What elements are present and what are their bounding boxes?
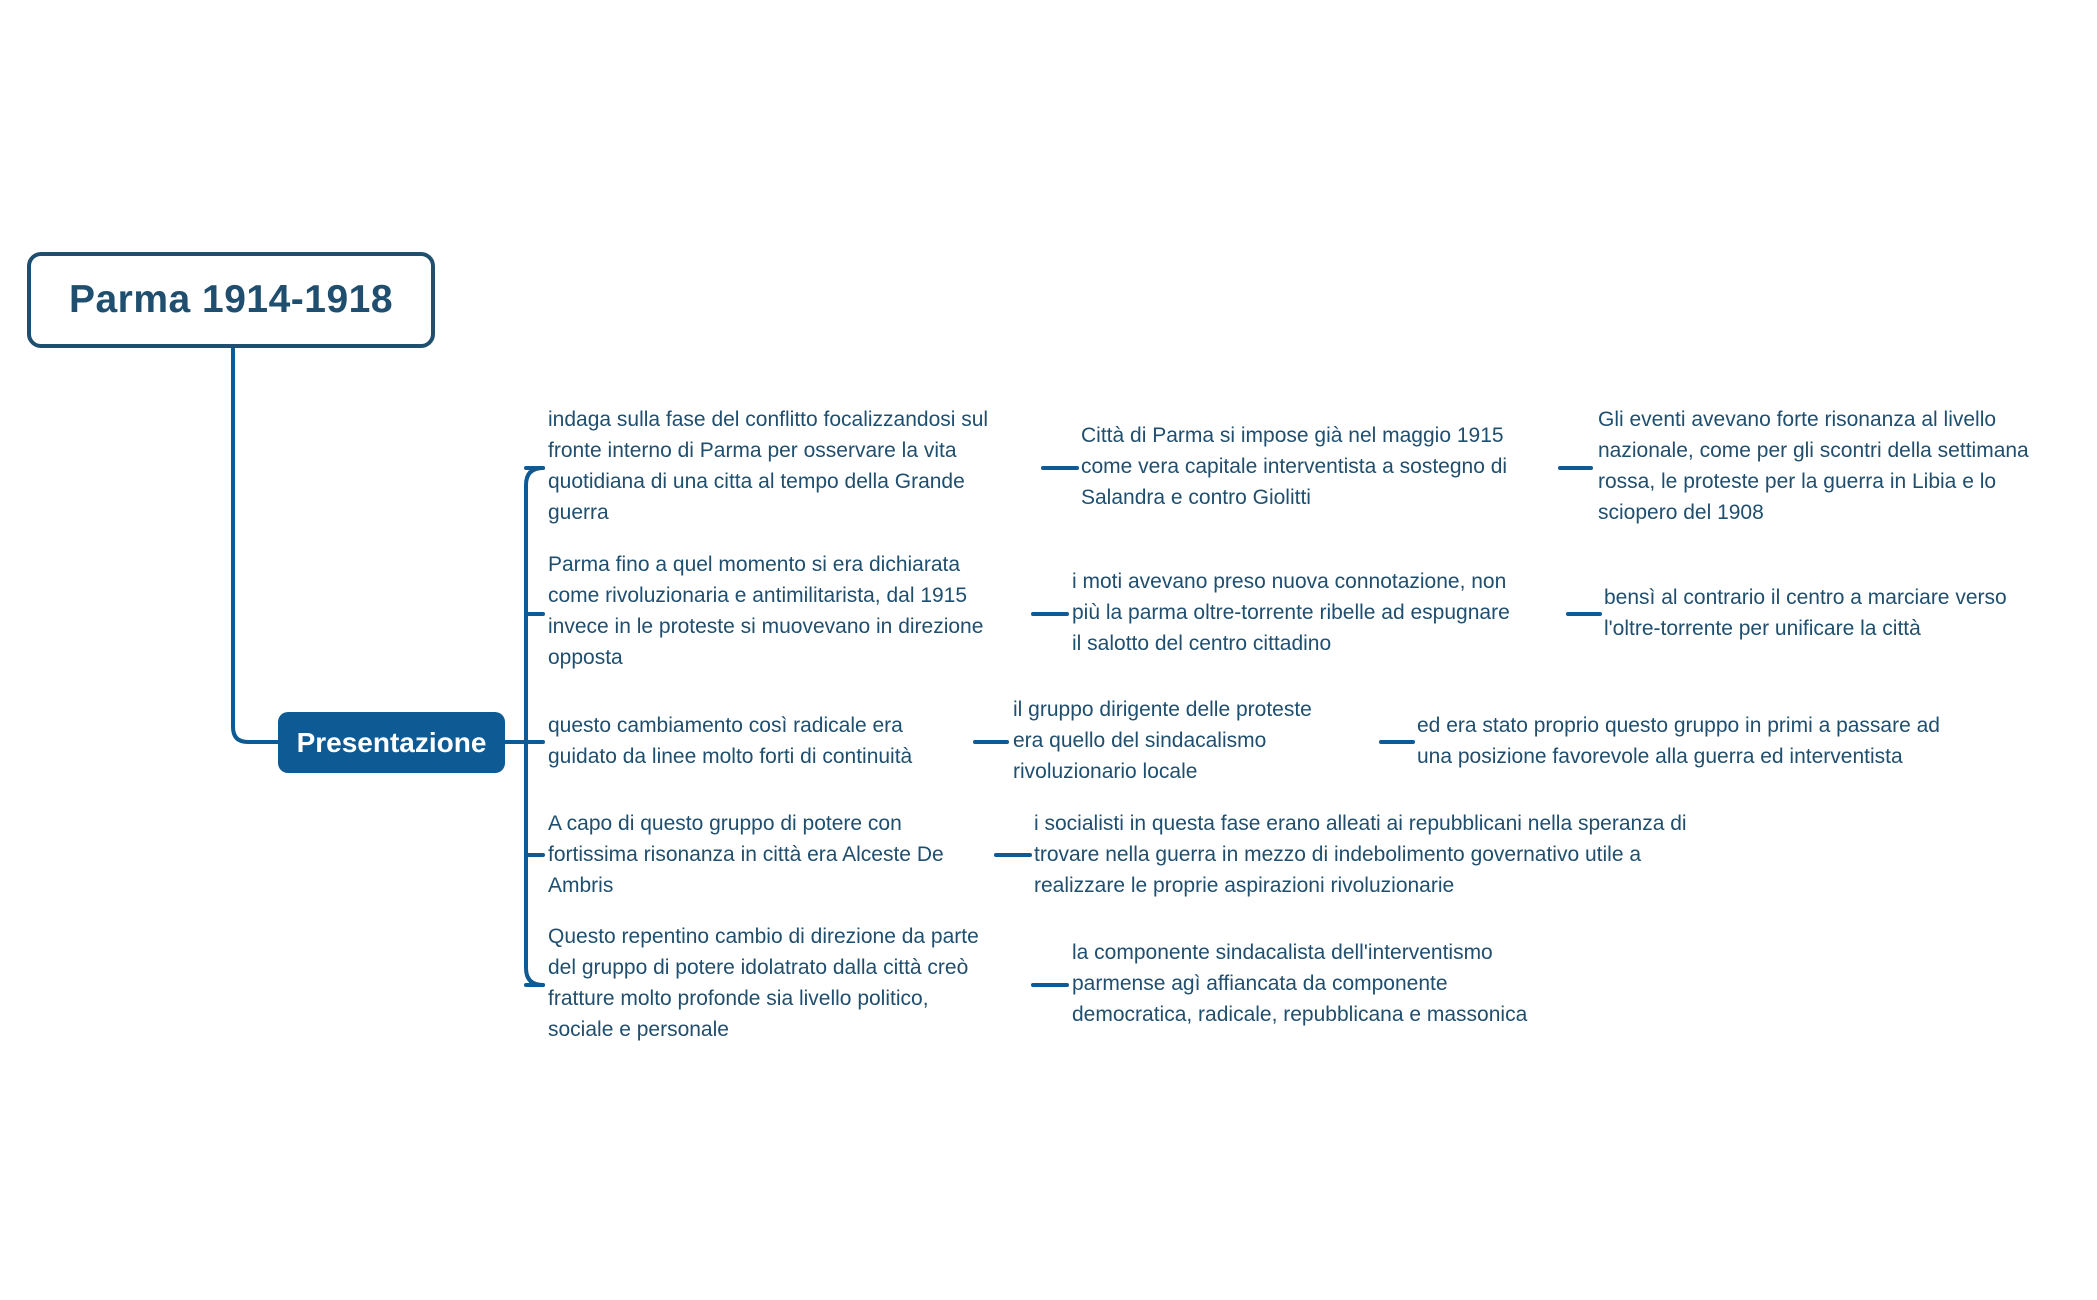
main-topic-label: Presentazione [296, 726, 487, 758]
topic-1-1-1[interactable]: Gli eventi avevano forte risonanza al livello nazionale, come per gli scontri della settimana rossa, le proteste per la guerra in Libia e lo sciopero del 1908 [1598, 408, 2029, 524]
topic-4[interactable]: A capo di questo gruppo di potere con fortissima risonanza in città era Alceste De Ambris [548, 812, 944, 897]
topic-3-1-1[interactable]: ed era stato proprio questo gruppo in primi a passare ad una posizione favorevole alla guerra ed interventista [1417, 714, 1940, 768]
topic-2-1[interactable]: i moti avevano preso nuova connotazione, non più la parma oltre-torrente ribelle ad espugnare il salotto del centro cittadino [1072, 570, 1510, 655]
topic-3[interactable]: questo cambiamento così radicale era guidato da linee molto forti di continuità [548, 714, 913, 768]
root-topic-label: Parma 1914-1918 [68, 278, 394, 321]
topic-1-1[interactable]: Città di Parma si impose già nel maggio 1915 come vera capitale interventista a sostegno di Salandra e contro Giolitti [1081, 424, 1508, 509]
main-topic-presentazione[interactable] [278, 712, 505, 773]
connector-root-main [233, 349, 278, 742]
root-topic[interactable] [27, 252, 435, 348]
connector-bracket [526, 468, 543, 985]
topic-5[interactable]: Questo repentino cambio di direzione da parte del gruppo di potere idolatrato dalla città creò fratture molto profonde sia livello politico, sociale e personale [548, 925, 979, 1041]
topic-1[interactable]: indaga sulla fase del conflitto focalizzandosi sul fronte interno di Parma per osservare la vita quotidiana di una citta al tempo della Grande guerra [548, 408, 989, 524]
topic-5-1[interactable]: la componente sindacalista dell'interventismo parmense agì affiancata da componente democratica, radicale, repubblicana e massonica [1072, 941, 1528, 1026]
topic-4-1[interactable]: i socialisti in questa fase erano alleati ai repubblicani nella speranza di trovare nella guerra in mezzo di indebolimento governativo utile a realizzare le proprie aspirazioni rivoluzionarie [1034, 812, 1687, 897]
topic-3-1[interactable]: il gruppo dirigente delle proteste era quello del sindacalismo rivoluzionario locale [1013, 698, 1312, 783]
topic-2[interactable]: Parma fino a quel momento si era dichiarata come rivoluzionaria e antimilitarista, dal 1915 invece in le proteste si muovevano in direzione opposta [548, 553, 984, 669]
topic-2-1-1[interactable]: bensì al contrario il centro a marciare verso l'oltre-torrente per unificare la città [1604, 586, 2007, 640]
